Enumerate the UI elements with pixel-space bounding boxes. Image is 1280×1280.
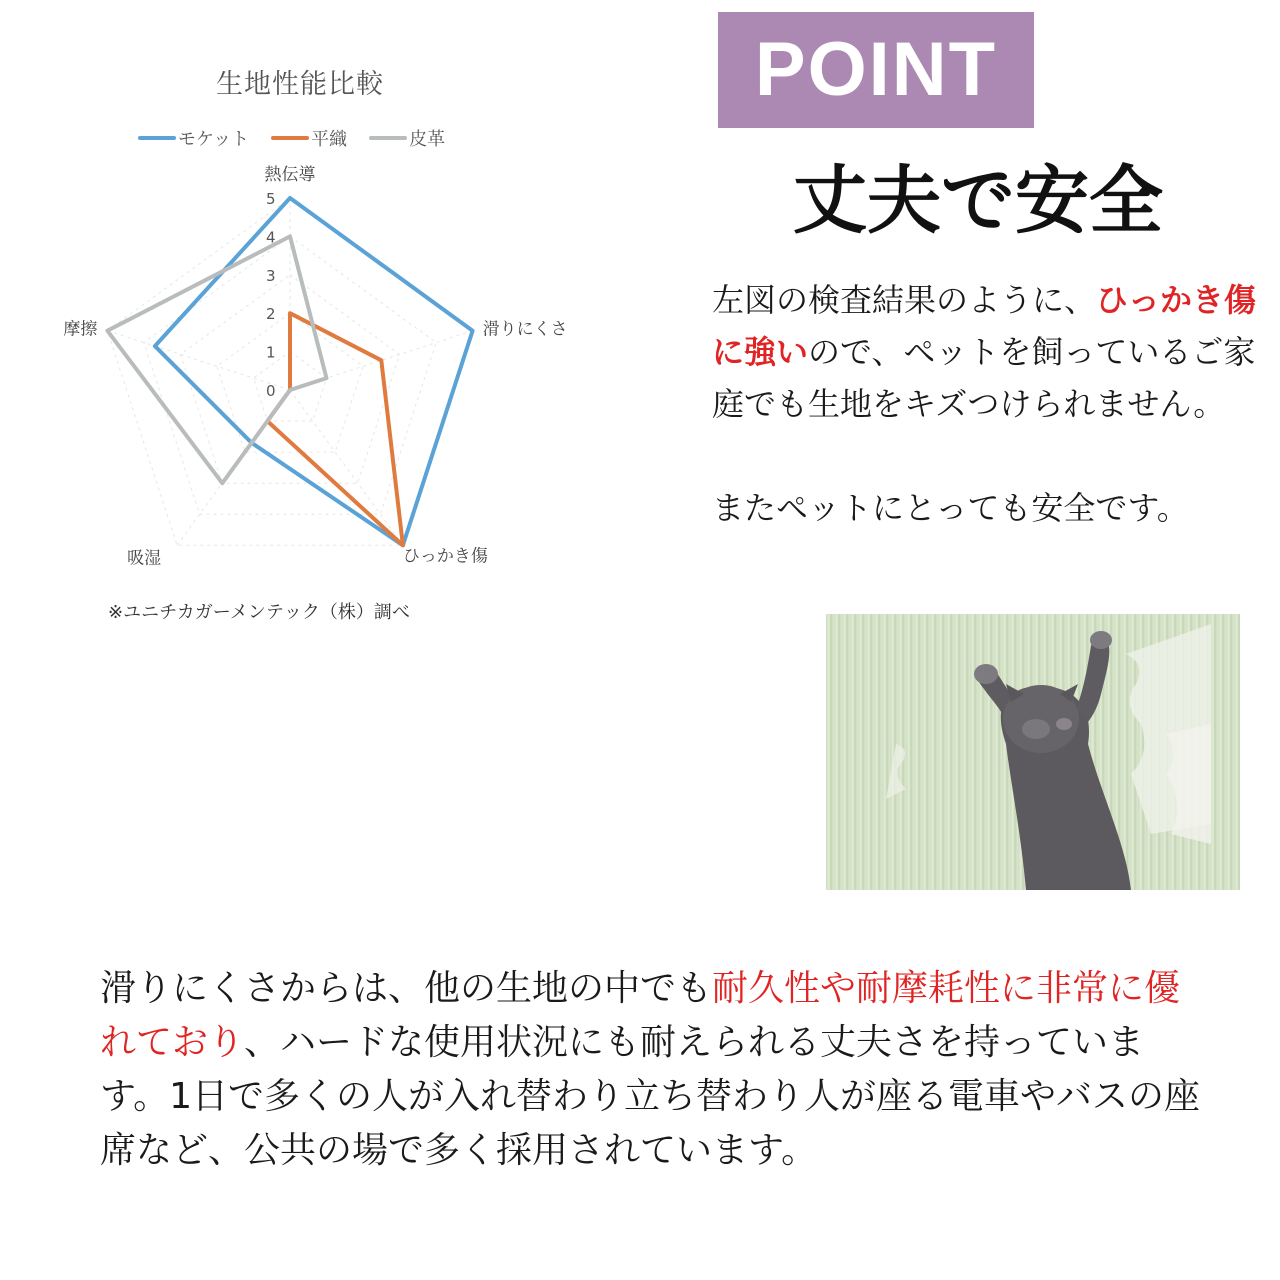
bottom-text-block (100, 962, 1210, 1178)
description-text: 左図の検査結果のように、 (712, 281, 1097, 319)
axis-label: ひっかき傷 (402, 546, 488, 567)
bottom-text: 滑りにくさからは、他の生地の中でも (100, 968, 713, 1009)
series-line (267, 313, 403, 545)
description (712, 274, 1264, 534)
scale-tick-label: 2 (266, 305, 276, 324)
scale-tick-label: 5 (266, 190, 276, 208)
bottom-text-cont: 、ハードな使用状況にも耐えられる丈夫さを持っています。1日で多くの人が入れ替わり立ち替わり人が座る電車やバスの座席など、公共の場で多く採用されています。 (100, 1022, 1201, 1171)
description-paragraph (712, 274, 1264, 430)
legend-label: モケット (178, 129, 250, 150)
chart-title: 生地性能比較 (216, 69, 384, 100)
legend-label: 平織 (311, 129, 348, 150)
point-badge: POINT (718, 12, 1034, 128)
description-text-cont: ので、ペットを飼っているご家庭でも生地をキズつけられません。 (712, 333, 1256, 423)
legend-label: 皮革 (409, 129, 446, 150)
scale-tick-label: 1 (266, 343, 276, 362)
chart-source-note: ※ユニチカガーメンテック（株）調べ (108, 602, 410, 623)
scale-tick-label: 3 (266, 266, 276, 285)
scale-tick-label: 4 (266, 228, 276, 247)
series-line (155, 198, 473, 545)
axis-label: 滑りにくさ (482, 319, 568, 340)
axis-label: 摩擦 (63, 319, 98, 340)
safety-text: またペットにとっても安全です。 (712, 489, 1189, 527)
description-highlight: ひっかき傷に強い (712, 281, 1257, 371)
cat-scratching-icon (826, 614, 1240, 890)
radar-plot (0, 0, 660, 640)
headline: 丈夫で安全 (793, 158, 1163, 244)
cat-photo (826, 614, 1240, 890)
radar-chart (0, 0, 660, 640)
bottom-highlight: 耐久性や耐摩耗性に非常に優れており (100, 968, 1181, 1063)
bottom-paragraph (100, 962, 1210, 1178)
scale-tick-label: 0 (266, 382, 276, 400)
axis-label: 吸湿 (127, 548, 162, 569)
grid-spoke (107, 331, 290, 390)
axis-label: 熱伝導 (264, 165, 316, 185)
